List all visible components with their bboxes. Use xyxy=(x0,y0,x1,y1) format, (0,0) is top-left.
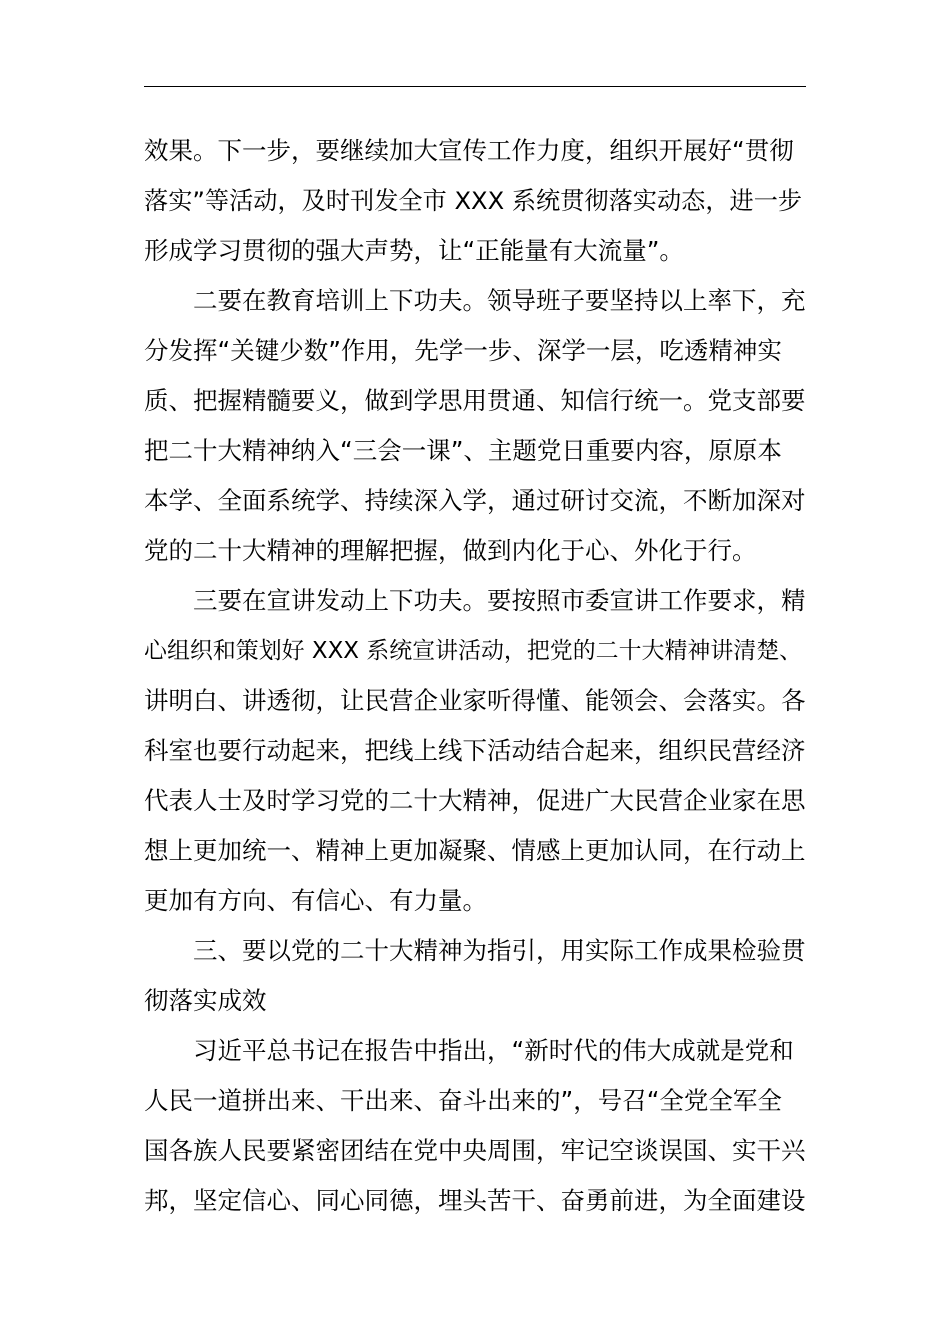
text-line: 把二十大精神纳入“三会一课”、主题党日重要内容，原原本 xyxy=(144,436,782,465)
text-line: 质、把握精髓要义，做到学思用贯通、知信行统一。党支部要 xyxy=(144,386,806,415)
text-line: 人民一道拼出来、干出来、奋斗出来的”，号召“全党全军全 xyxy=(144,1086,782,1115)
text-line: 党的二十大精神的理解把握，做到内化于心、外化于行。 xyxy=(144,536,757,565)
body-text xyxy=(144,126,806,1226)
text-line: 习近平总书记在报告中指出，“新时代的伟大成就是党和 xyxy=(193,1036,794,1065)
text-line: 心组织和策划好 XXX 系统宣讲活动，把党的二十大精神讲清楚、 xyxy=(144,638,803,664)
text-line: 想上更加统一、精神上更加凝聚、情感上更加认同，在行动上 xyxy=(144,836,806,865)
text-line: 更加有方向、有信心、有力量。 xyxy=(144,886,487,915)
text-line: 国各族人民要紧密团结在党中央周围，牢记空谈误国、实干兴 xyxy=(144,1136,806,1165)
text-line: 二要在教育培训上下功夫。领导班子要坚持以上率下，充 xyxy=(193,286,806,315)
text-line: 形成学习贯彻的强大声势，让“正能量有大流量”。 xyxy=(144,236,684,265)
header-rule xyxy=(144,86,806,87)
text-line: 讲明白、讲透彻，让民营企业家听得懂、能领会、会落实。各 xyxy=(144,686,806,715)
text-line: 科室也要行动起来，把线上线下活动结合起来，组织民营经济 xyxy=(144,736,806,765)
text-line: 本学、全面系统学、持续深入学，通过研讨交流，不断加深对 xyxy=(144,486,806,515)
text-line: 三、要以党的二十大精神为指引，用实际工作成果检验贯 xyxy=(193,936,806,965)
text-line: 邦，坚定信心、同心同德，埋头苦干、奋勇前进，为全面建设 xyxy=(144,1186,806,1215)
text-line: 代表人士及时学习党的二十大精神，促进广大民营企业家在思 xyxy=(144,786,806,815)
text-line: 效果。下一步，要继续加大宣传工作力度，组织开展好“贯彻 xyxy=(144,136,794,165)
text-line: 三要在宣讲发动上下功夫。要按照市委宣讲工作要求，精 xyxy=(193,586,806,615)
text-line: 彻落实成效 xyxy=(144,986,267,1015)
text-line: 分发挥“关键少数”作用，先学一步、深学一层，吃透精神实 xyxy=(144,336,782,365)
text-line: 落实”等活动，及时刊发全市 XXX 系统贯彻落实动态，进一步 xyxy=(144,187,803,215)
